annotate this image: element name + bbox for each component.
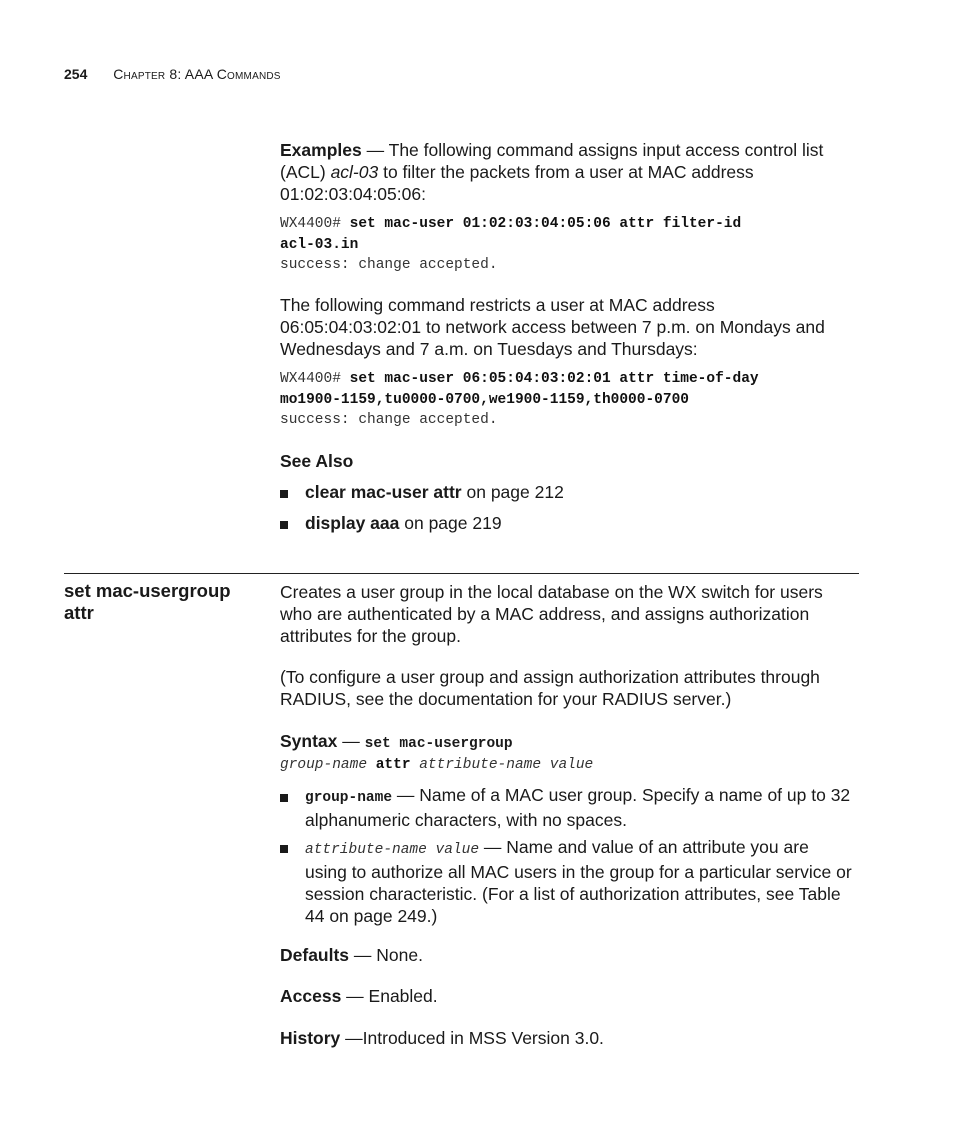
section-divider: [64, 573, 859, 574]
syntax-arg-group-name: group-name: [280, 757, 368, 773]
syntax-keyword-attr: attr: [375, 757, 411, 773]
syntax-arg-attribute: attribute-name value: [419, 757, 594, 773]
bullet-marker: [280, 490, 288, 498]
examples-paragraph: [280, 139, 855, 205]
code1-output: success: change accepted.: [280, 257, 498, 273]
examples-text-2: to filter the packets from a user at MAC address 01:02:03:04:05:06:: [280, 162, 754, 204]
code1-prompt: WX4400#: [280, 216, 350, 232]
history-line: [280, 1027, 855, 1049]
examples-label: Examples: [280, 140, 362, 160]
bullet-marker: [280, 845, 288, 853]
syntax-args: [280, 755, 855, 776]
see-also-item: [305, 512, 855, 534]
code2-prompt: WX4400#: [280, 371, 350, 387]
bullet-marker: [280, 794, 288, 802]
access-label: Access: [280, 986, 342, 1006]
see-also-link[interactable]: display aaa: [305, 513, 400, 533]
chapter-title: Chapter 8: AAA Commands: [113, 66, 281, 82]
syntax-command: set mac-usergroup: [364, 736, 513, 752]
code1-cmd-line1: set mac-user 01:02:03:04:05:06 attr filter-id: [349, 216, 742, 232]
code2-output: success: change accepted.: [280, 412, 498, 428]
history-label: History: [280, 1028, 341, 1048]
section-note: (To configure a user group and assign authorization attributes through RADIUS, see the documentation for your RADIUS server.): [280, 667, 820, 709]
bullet-marker: [280, 521, 288, 529]
param-group-name: [305, 784, 855, 831]
section-title: set mac-usergroup attr: [64, 580, 231, 623]
code-block-1: [280, 214, 855, 276]
defaults-text: — None.: [349, 945, 423, 965]
syntax-line: [280, 730, 855, 755]
code-block-2: [280, 369, 855, 431]
code1-cmd-line2: acl-03.in: [280, 236, 359, 253]
acl-name: acl-03: [330, 162, 379, 182]
syntax-dash: —: [337, 731, 365, 751]
defaults-label: Defaults: [280, 945, 350, 965]
see-also-title: See Also: [280, 451, 354, 471]
see-also-link[interactable]: clear mac-user attr: [305, 482, 462, 502]
defaults-line: [280, 944, 855, 966]
history-text: —Introduced in MSS Version 3.0.: [340, 1028, 604, 1048]
examples-paragraph-2: The following command restricts a user at MAC address 06:05:04:03:02:01 to network access between 7 p.m. on Mondays and Wednesdays and 7 a.m. on Tuesdays and Thursdays:: [280, 295, 825, 359]
access-text: — Enabled.: [341, 986, 438, 1006]
access-line: [280, 985, 855, 1007]
param-attribute: [305, 836, 855, 927]
see-also-item: [305, 481, 855, 503]
page-number: 254: [64, 66, 88, 82]
code2-cmd-line2: mo1900-1159,tu0000-0700,we1900-1159,th0000-0700: [280, 391, 689, 408]
see-also-ref: on page 219: [399, 513, 502, 533]
param-name: group-name: [305, 790, 393, 806]
section-description: Creates a user group in the local database on the WX switch for users who are authenticated by a MAC address, and assigns authorization attributes for the group.: [280, 582, 823, 646]
syntax-label: Syntax: [280, 731, 338, 751]
param-name: attribute-name value: [305, 842, 480, 858]
examples-text-1: — The following command assigns input access control list (ACL): [280, 140, 824, 182]
see-also-ref: on page 212: [461, 482, 564, 502]
param-description: — Name and value of an attribute you are using to authorize all MAC users in the group for a particular service or session characteristic. (For a list of authorization attributes, see Table 44 on page 249.): [305, 837, 852, 926]
code2-cmd-line1: set mac-user 06:05:04:03:02:01 attr time-of-day: [349, 371, 759, 387]
param-description: — Name of a MAC user group. Specify a name of up to 32 alphanumeric characters, with no spaces.: [305, 785, 851, 830]
page-header: [64, 66, 281, 82]
